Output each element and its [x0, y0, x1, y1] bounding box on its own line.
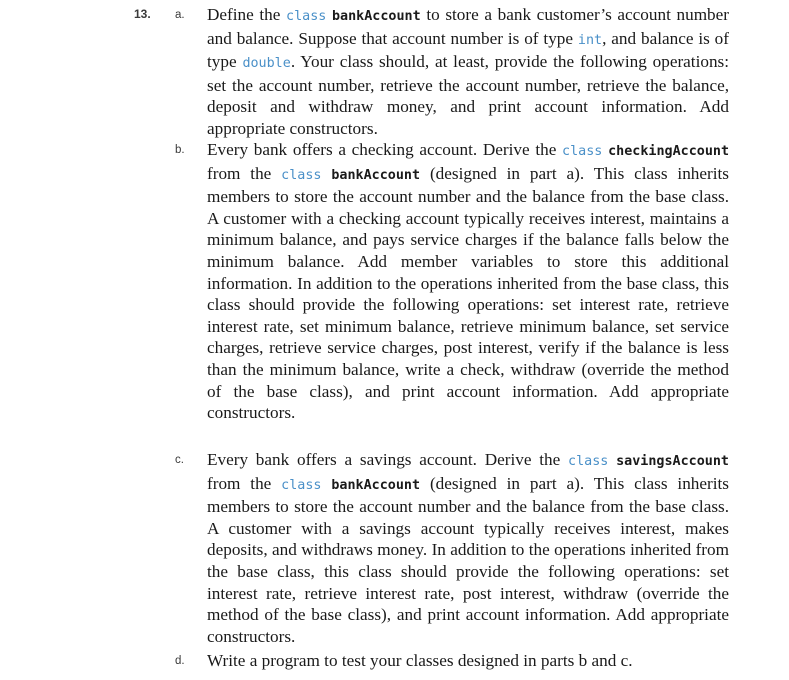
code-keyword: double — [242, 56, 291, 72]
part-letter-b: b. — [175, 144, 185, 156]
part-a-text: Define the class bankAccount to store a bank customer’s account number and balance. Suppose that account number is of type int, and balance is of type double. Your class should, at least, provide the following operations: set the account number, retrieve the account number, retrieve the balance, deposit and withdraw money, and print account information. Add appropriate constructors. — [207, 5, 730, 138]
code-class-name: bankAccount — [331, 477, 421, 493]
code-keyword: int — [577, 32, 603, 48]
code-class-name: bankAccount — [332, 9, 421, 24]
part-c-text: Every bank offers a savings account. Derive the class savingsAccount from the class bankAccount (designed in part a). This class inherits members to store the account number and the balance from the base class. A customer with a savings account typically receives interest, makes deposits, and withdraws money. In addition to the operations inherited from the base class, this class should provide the following operations: set interest rate, retrieve interest rate, post interest, withdraw (override the method of the base class), and print account information. Add appropriate constructors. — [207, 450, 729, 646]
code-class-name: checkingAccount — [608, 144, 730, 159]
problem-number: 13. — [134, 7, 151, 21]
part-letter-a: a. — [175, 9, 185, 21]
code-keyword: class — [286, 9, 327, 24]
part-d-text: Write a program to test your classes designed in parts b and c. — [207, 651, 633, 670]
code-keyword: class — [568, 454, 609, 469]
code-class-name: savingsAccount — [616, 454, 729, 469]
part-b-text: Every bank offers a checking account. Derive the class checkingAccount from the class bankAccount (designed in part a). This class inherits members to store the account number and the balance from the base class. A customer with a checking account typically receives interest, maintains a minimum balance, and pays service charges if the balance falls below the minimum balance. Add member variables to store this additional information. In addition to the operations inherited from the base class, this class should provide the following operations: set interest rate, retrieve interest rate, set minimum balance, retrieve minimum balance, set service charges, retrieve service charges, post interest, verify if the balance is less than the minimum balance, write a check, withdraw (override the method of the base class), and print account information. Add appropriate constructors. — [207, 140, 730, 423]
code-keyword: class — [281, 477, 322, 493]
part-letter-d: d. — [175, 655, 185, 667]
code-class-name: bankAccount — [331, 167, 421, 183]
code-keyword: class — [562, 144, 603, 159]
code-keyword: class — [281, 167, 322, 183]
part-letter-c: c. — [175, 454, 184, 466]
